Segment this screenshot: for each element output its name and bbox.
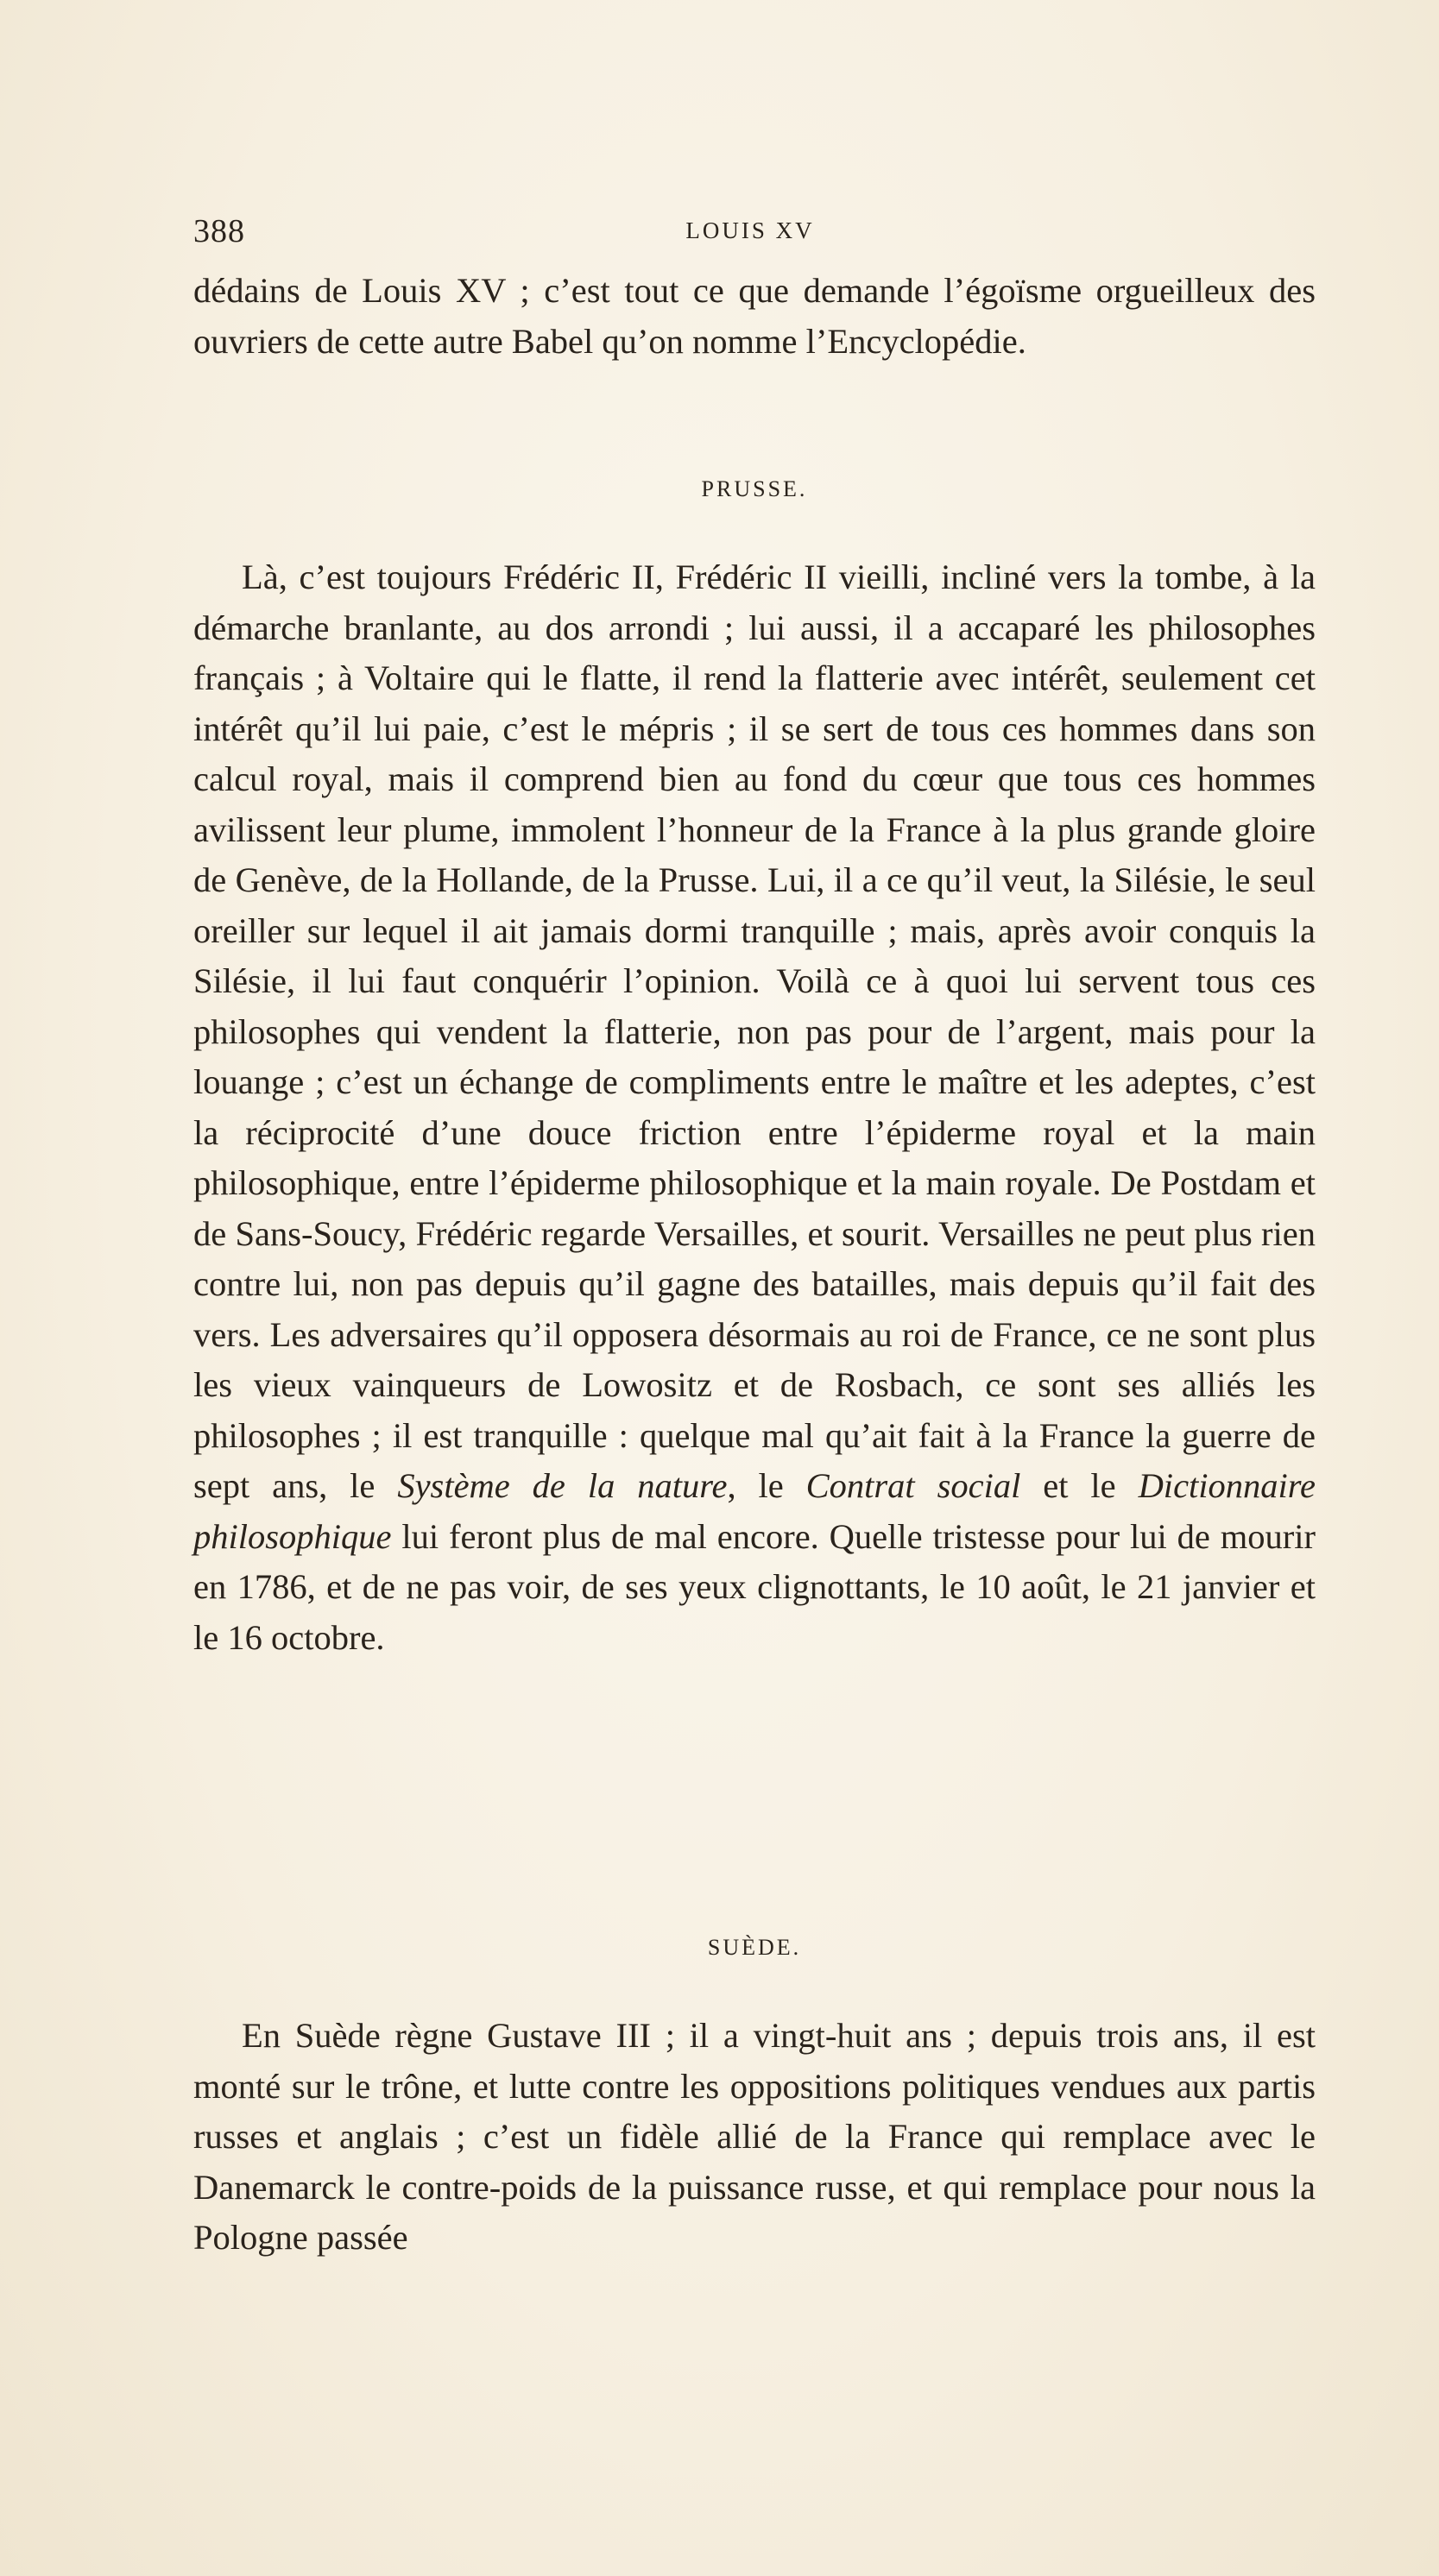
suede-paragraph: En Suède règne Gustave III ; il a vingt-huit ans ; depuis trois ans, il est monté sur le trône, et lutte contre les oppositions politiques vendues aux partis russes et anglais ; c’est un fidèle allié de la France qui remplace avec le Danemarck le contre-poids de la puissance russe, et qui remplace pour nous la Pologne passée [193, 2016, 1316, 2257]
intro-paragraph-block [193, 266, 1316, 367]
work-title-dictionnaire: Dictionnaire philosophique [193, 1466, 1316, 1556]
work-title-systeme: Système de la nature [397, 1466, 728, 1505]
running-title: LOUIS XV [685, 217, 815, 243]
section-heading-suede: SUÈDE. [707, 1935, 802, 1960]
prusse-paragraph-block [193, 552, 1316, 1663]
intro-paragraph: dédains de Louis XV ; c’est tout ce que demande l’égoïsme orgueilleux des ouvriers de cette autre Babel qu’on nomme l’Encyclopédie. [193, 271, 1316, 361]
work-title-contrat: Contrat social [805, 1466, 1021, 1505]
prusse-text-part3: et le [1043, 1466, 1116, 1505]
suede-paragraph-block [193, 2011, 1316, 2264]
page-number: 388 [193, 213, 245, 249]
prusse-paragraph [193, 552, 1316, 1663]
section-heading-prusse: PRUSSE. [701, 476, 808, 501]
running-head [193, 212, 1307, 250]
prusse-text-part4: lui feront plus de mal encore. Quelle tristesse pour lui de mourir en 1786, et de ne pas voir, de ses yeux clignottants, le 10 août, le 21 janvier et le 16 octobre. [193, 1516, 1316, 1657]
prusse-text-part1: Là, c’est toujours Frédéric II, Frédéric II vieilli, incliné vers la tombe, à la démarche branlante, au dos arrondi ; lui aussi, il a accaparé les philosophes français ; à Voltaire qui le flatte, il rend la flatterie avec intérêt, seulement cet intérêt qu’il lui paie, c’est le mépris ; il se sert de tous ces hommes dans son calcul royal, mais il comprend bien au fond du cœur que tous ces hommes avilissent leur plume, immolent l’honneur de la France à la plus grande gloire de Genève, de la Hollande, de la Prusse. Lui, il a ce qu’il veut, la Silésie, le seul oreiller sur lequel il ait jamais dormi tranquille ; mais, après avoir conquis la Silésie, il lui faut conquérir l’opinion. Voilà ce à quoi lui servent tous ces philosophes qui vendent la flatterie, non pas pour de l’argent, mais pour la louange ; c’est un échange de compliments entre le maître et les adeptes, c’est la réciprocité d’une douce friction entre l’épiderme royal et la main philosophique, entre l’épiderme philosophique et la main royale. De Postdam et de Sans-Soucy, Frédéric regarde Versailles, et sourit. Versailles ne peut plus rien contre lui, non pas depuis qu’il gagne des batailles, mais depuis qu’il fait des vers. Les adversaires qu’il opposera désormais au roi de France, ce ne sont plus les vieux vainqueurs de Lowositz et de Rosbach, ce sont ses alliés les philosophes ; il est tranquille : quelque mal qu’ait fait à la France la guerre de sept ans, le [193, 557, 1316, 1505]
prusse-text-part2: , le [727, 1466, 784, 1505]
